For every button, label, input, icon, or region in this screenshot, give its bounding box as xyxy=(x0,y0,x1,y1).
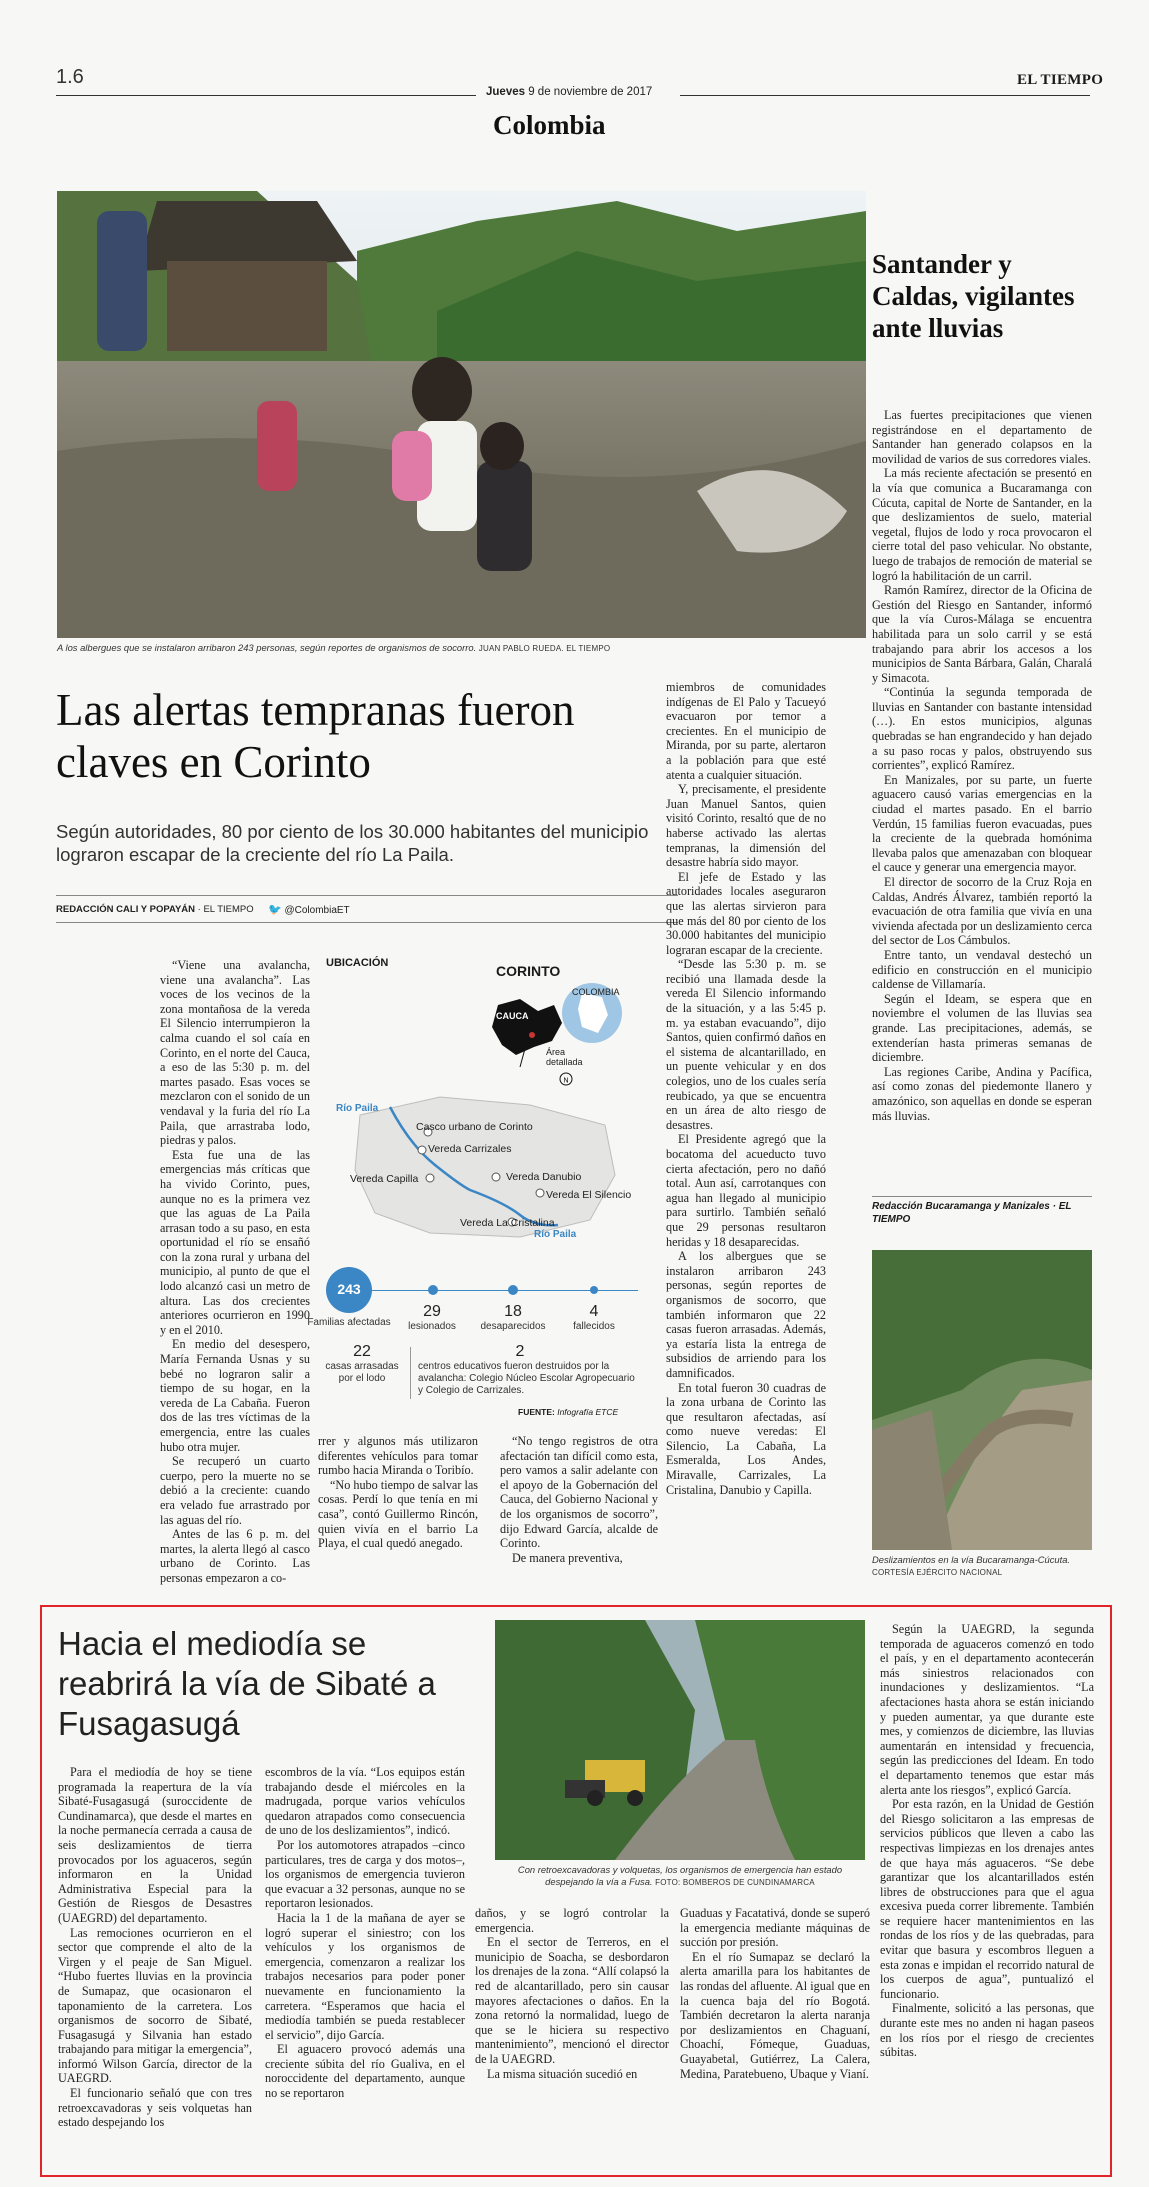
paragraph: El aguacero provocó además una creciente súbita del río Gualiva, en el noroccidente del departamento, aunque no se reportaron xyxy=(265,2042,465,2101)
twitter-text: @ColombiaET xyxy=(284,905,350,916)
label-river-2: Río Paila xyxy=(534,1229,577,1240)
byline-paper: · EL TIEMPO xyxy=(197,904,254,915)
bottom-photo-credit: FOTO: BOMBEROS DE CUNDINAMARCA xyxy=(655,1878,815,1887)
bottom-photo xyxy=(495,1620,865,1860)
paragraph: El Presidente agregó que la bocatoma del acueducto tuvo cierta afectación, pero no dañó total. Aun así, carrotanques con agua han llegado al municipio para surtirlo. También señaló que 29 personas resultaron heridas y 18 desaparecidas. xyxy=(666,1132,826,1249)
source-label: FUENTE: xyxy=(518,1407,555,1417)
stats-divider xyxy=(410,1347,411,1399)
header-rule-right xyxy=(680,95,1090,96)
main-col-2 xyxy=(318,1434,478,1551)
side-photo-credit: CORTESÍA EJÉRCITO NACIONAL xyxy=(872,1568,1003,1577)
paragraph: En total fueron 30 cuadras de la zona urbana de Corinto las que resultaron afectadas, así como nueve veredas: El Silencio, La Cabaña, La Esmeralda, Los Andes, Miravalle, Carrizales, La Cristalina, Danubio y Capilla. xyxy=(666,1380,826,1497)
paragraph: De manera preventiva, xyxy=(512,1550,623,1565)
main-byline xyxy=(56,904,254,915)
side-photo-caption xyxy=(872,1554,1092,1579)
houses-value: 22 xyxy=(353,1343,371,1360)
svg-text:N: N xyxy=(563,1077,569,1085)
infographic-town: CORINTO xyxy=(496,963,561,979)
paragraph: El jefe de Estado y las autoridades locales aseguraron que las alertas sirvieron para que más del 80 por ciento de los 30.000 habitantes del municipio lograran escapar de la creciente. xyxy=(666,869,826,957)
label-place: Vereda Carrizales xyxy=(428,1143,512,1155)
paragraph: Para el mediodía de hoy se tiene programada la reapertura de la vía Sibaté-Fusagasugá (suroccidente de Cundinamarca), que desde el martes en la noche permanecía cerrada a causa de seis deslizamientos de tierra provocados por los aguaceros, según informaron en la Unidad Administrativa Especial para la Gestión de Riesgos de Desastres (UAEGRD) del departamento. xyxy=(58,1765,252,1925)
label-river-1: Río Paila xyxy=(336,1103,379,1114)
stat-dot xyxy=(508,1285,518,1295)
paragraph: Por los automotores atrapados –cinco particulares, tres de carga y dos motos–, los organismos de emergencia tuvieron que evacuar a 32 personas, aunque no se reportaron lesionados. xyxy=(265,1837,465,1911)
main-col-1 xyxy=(160,958,310,1586)
side-photo xyxy=(872,1250,1092,1550)
bottom-photo-image xyxy=(495,1620,865,1860)
place-dot xyxy=(536,1189,544,1197)
paragraph: Guaduas y Facatativá, donde se superó la emergencia mediante máquinas de succión por presión. xyxy=(680,1906,870,1950)
label-place: Vereda Danubio xyxy=(506,1171,582,1183)
paragraph: “Continúa la segunda temporada de lluvias en Santander con bastante intensidad (…). En estos municipios, algunas quebradas se han engrandecido y han dejado a su paso rocas y palos, obstruyendo sus corrientes”, explicó Ramírez. xyxy=(872,685,1092,773)
side-col xyxy=(872,408,1092,1123)
source-text: Infografía ETCE xyxy=(557,1407,619,1417)
paragraph: Según el Ideam, se espera que en noviembre el volumen de las lluvias sea grande. Las precipitaciones, además, se extenderían hasta primeras semanas de diciembre. xyxy=(872,991,1092,1065)
schools-value: 2 xyxy=(515,1343,525,1360)
infographic-title: UBICACIÓN xyxy=(326,957,389,969)
paragraph: escombros de la vía. “Los equipos están trabajando desde el miércoles en la madrugada, porque varios vehículos quedaron atrapados como consecuencia de uno de los deslizamientos”, indicó. xyxy=(265,1765,465,1838)
paragraph: En el sector de Terreros, en el municipio de Soacha, se desbordaron los drenajes de la zona. “Allí colapsó la red de alcantarillado, pero sin causar mayores afectaciones o daños. En la zona retornó la normalidad, luego de que se le hiciera su respectivo mantenimiento”, mencionó el director de la UAEGRD. xyxy=(475,1935,669,2066)
stat-value: 243 xyxy=(337,1281,361,1297)
label-cauca: CAUCA xyxy=(496,1011,529,1021)
paragraph: Las fuertes precipitaciones que vienen registrándose en el departamento de Santander han generado colapsos en la movilidad de varios de sus corredores viales. xyxy=(872,408,1092,466)
paragraph: El director de socorro de la Cruz Roja en Caldas, Andrés Álvarez, también reportó la evacuación de otra familia que vivía en una vivienda afectada por un deslizamiento cerca del sector de Los Cámbulos. xyxy=(872,875,1092,948)
place-dot xyxy=(492,1173,500,1181)
bottom-headline: Hacia el mediodía se reabrirá la vía de Sibaté a Fusagasugá xyxy=(58,1625,436,1742)
bottom-photo-caption-text: Con retroexcavadoras y volquetas, los organismos de emergencia han estado despejando la vía a Fusa. xyxy=(517,1864,843,1887)
label-place: Vereda El Silencio xyxy=(546,1189,632,1201)
bottom-col-5 xyxy=(880,1622,1094,2060)
section-title: Colombia xyxy=(493,110,606,140)
bottom-col-2 xyxy=(265,1765,465,2101)
date-day: Jueves xyxy=(486,86,526,98)
stat-label: Familias afectadas xyxy=(307,1317,391,1328)
paragraph: A los albergues que se instalaron arribaron 243 personas, según reportes de organismos de socorro, que también informaron que 22 casas fueron arrasadas. Además, ya estaría lista la entrega de subsidios de arriendo para los damnificados. xyxy=(666,1249,826,1380)
bottom-col-1 xyxy=(58,1765,252,2130)
paragraph: Esta fue una de las emergencias más críticas que ha vivido Corinto, pues, aunque no es la primera vez que las aguas de La Paila arrasan todo a su paso, en esta oportunidad el río se ensañó con la zona rural y urbana del municipio, al punto de que el lodo alcanzó casi un metro de altura. Las dos crecientes anteriores ocurrieron en 1990 y en el 2010. xyxy=(160,1147,310,1337)
side-photo-image xyxy=(872,1250,1092,1550)
paragraph: “No tengo registros de otra afectación tan difícil como esta, pero vamos a salir adelante con el apoyo de la Gobernación del Cauca, del Gobierno Nacional y de los organismos de socorro”, dijo Edward García, alcalde de Corinto. xyxy=(500,1434,658,1551)
bottom-col-4 xyxy=(680,1906,870,2081)
place-dot xyxy=(418,1146,426,1154)
stat-label: lesionados xyxy=(408,1321,456,1332)
masthead: EL TIEMPO xyxy=(1017,72,1104,88)
label-place: Vereda Capilla xyxy=(350,1173,419,1185)
stat-dot xyxy=(428,1285,438,1295)
byline-rule-bottom xyxy=(56,922,678,923)
paragraph: “Desde las 5:30 p. m. se recibió una llamada desde la vereda El Silencio informando de la situación, y a las 5:45 p. m. ya estaban evacuando”, dijo Santos, quien confirmó daños en el sistema de alcantarillado, en un puente vehicular y en dos colegios, uno de los cuales sería reubicado, ya que se encuentra en un área de alto riesgo de desastres. xyxy=(666,957,826,1132)
infographic xyxy=(307,955,655,1420)
paragraph: El funcionario señaló que con tres retroexcavadoras y seis volquetas han estado despejando los xyxy=(58,2086,252,2130)
label-place: Vereda La Cristalina xyxy=(460,1217,555,1229)
bottom-photo-caption xyxy=(495,1864,865,1889)
paragraph: Ramón Ramírez, director de la Oficina de Gestión del Riesgo en Santander, informó que la vía Curos-Málaga se encuentra habilitada para un solo carril y se está trabajando para abrir los accesos a los municipios de Santa Bárbara, Galán, Charalá y Simacota. xyxy=(872,583,1092,685)
place-dot xyxy=(426,1174,434,1182)
paragraph: “Viene una avalancha, viene una avalancha”. Las voces de los vecinos de la zona montañosa de la vereda El Silencio interrumpieron la calma cuando el sol caía en Corinto, en el norte del Cauca, a eso de las 5:30 p. m. del martes pasado. Esas voces se mezclaron con el sonido de un vendaval y la furia del río La Paila, que arrastraba lodo, piedras y palos. xyxy=(160,958,310,1148)
paragraph: Las regiones Caribe, Andina y Pacífica, así como zonas del piedemonte llanero y amazónico, son aquellas en donde se esperan más lluvias. xyxy=(872,1064,1092,1123)
main-photo-image xyxy=(57,191,866,638)
paragraph: daños, y se logró controlar la emergencia. xyxy=(475,1906,669,1935)
date-rest: 9 de noviembre de 2017 xyxy=(528,86,653,98)
twitter-handle xyxy=(268,903,350,916)
paragraph: Por esta razón, en la Unidad de Gestión del Riesgo solicitaron a las empresas de servicios públicos que lleven a cabo las respectivas limpiezas en los drenajes antes de que haya más aguaceros. “Se debe garantizar que los alcantarillados estén libres de obstrucciones para que el agua excesiva pueda correr libremente. También se requiere hacer mantenimientos en las rondas de los ríos y de las quebradas, para evitar que basura y escombros lleguen a esta zonas e impidan el recorrido natural de los cuerpos de agua”, puntualizó el funcionario. xyxy=(880,1797,1094,2001)
twitter-icon: 🐦 xyxy=(268,904,282,916)
paragraph: Entre tanto, un vendaval destechó un edificio en construcción en el municipio caldense de Villamaría. xyxy=(872,947,1092,992)
main-col-3 xyxy=(500,1434,658,1565)
page-date xyxy=(486,86,652,98)
label-place: Casco urbano de Corinto xyxy=(416,1121,533,1133)
paragraph: “No hubo tiempo de salvar las cosas. Perdí lo que tenía en mi casa”, contó Guillermo Rincón, quien vivía en el barrio La Playa, el cual quedó anegado. xyxy=(318,1477,478,1551)
main-photo-credit: JUAN PABLO RUEDA. EL TIEMPO xyxy=(478,644,611,653)
paragraph: En medio del desespero, María Fernanda Usnas y su bebé no lograron salir a tiempo de su hogar, en la vereda de La Cabaña. Fueron dos de las tres víctimas de la emergencia, entre las cuales hubo otra mujer. xyxy=(160,1337,310,1454)
main-col-4 xyxy=(666,680,826,1497)
paragraph: En el río Sumapaz se declaró la alerta amarilla para los habitantes de las rondas del afluente. Al igual que en la cuenca baja del río Bogotá. También decretaron la alerta naranja por deslizamientos en Chaguaní, Choachí, Fómeque, Guaduas, Guayabetal, Gutiérrez, La Calera, Medina, Paratebueno, Ubaque y Vianí. xyxy=(680,1949,870,2081)
stat-label: fallecidos xyxy=(573,1321,615,1332)
infographic-source xyxy=(518,1407,618,1417)
stat-value: 29 xyxy=(423,1303,441,1320)
main-photo-caption-text: A los albergues que se instalaron arribaron 243 personas, según reportes de organismos de socorro. xyxy=(57,642,477,653)
main-photo-caption xyxy=(57,642,867,655)
side-byline: Redacción Bucaramanga y Manizales · EL TIEMPO xyxy=(872,1201,1072,1225)
schools-label: centros educativos fueron destruidos por la avalancha: Colegio Núcleo Escolar Agropecuario y Colegio de Carrizales. xyxy=(418,1361,635,1396)
paragraph: rrer y algunos más utilizaron diferentes vehículos para tomar rumbo hacia Miranda o Toribío. xyxy=(318,1434,478,1478)
byline-rule-top xyxy=(56,895,678,896)
paragraph: Hacia la 1 de la mañana de ayer se logró superar el siniestro; con los vehículos y los organismos de emergencia, comenzaron a realizar los trabajos necesarios para poder poner nuevamente en funcionamiento la carretera. “Esperamos que hacia el mediodía también se pueda restablecer el servicio”, dijo García. xyxy=(265,1910,465,2042)
houses-label: casas arrasadas por el lodo xyxy=(325,1361,399,1384)
stat-dot xyxy=(590,1286,598,1294)
header-rule-left xyxy=(56,95,476,96)
paragraph: Finalmente, solicitó a las personas, que durante este mes no anden ni hagan paseos en los ríos por el riesgo de crecientes súbitas. xyxy=(880,2001,1094,2060)
page-number: 1.6 xyxy=(56,66,84,88)
paragraph: Se recuperó un cuarto cuerpo, pero la muerte no se debió a la creciente: cuando era velado fue arrastrado por las aguas del río. xyxy=(160,1454,310,1527)
paragraph: Según la UAEGRD, la segunda temporada de aguaceros comenzó en todo el país, y en el departamento acontecerán más siniestros relacionados con inundaciones y deslizamientos. “La afectaciones hasta ahora se están iniciando y pueden aumentar, ya que durante este mes, y comienzos de diciembre, las lluvias aumentarán en intensidad y frecuencia, según las predicciones del Ideam. En todo el departamento tenemos que estar más alerta ante los riesgos”, explicó García. xyxy=(880,1622,1094,1797)
location-dot xyxy=(529,1032,535,1038)
byline-name: REDACCIÓN CALI Y POPAYÁN xyxy=(56,904,196,915)
stat-label: desaparecidos xyxy=(480,1321,546,1332)
paragraph: La misma situación sucedió en xyxy=(487,2066,638,2081)
stat-value: 4 xyxy=(589,1303,599,1320)
paragraph: En Manizales, por su parte, un fuerte aguacero causó varias emergencias en la ciudad el martes pasado. En el barrio Verdún, 15 familias fueron evacuadas, pues la creciente de la quebrada homónima llevaba palos que amenazaban con bloquear el cauce y generar una emergencia mayor. xyxy=(872,772,1092,875)
side-photo-caption-text: Deslizamientos en la vía Bucaramanga-Cúcuta. xyxy=(872,1554,1071,1565)
label-colombia: COLOMBIA xyxy=(572,987,620,997)
label-detail-area: Área detallada xyxy=(546,1047,583,1067)
bottom-col-3 xyxy=(475,1906,669,2081)
paragraph: La más reciente afectación se presentó en la vía que comunica a Bucaramanga con Cúcuta, capital de Norte de Santander, en la que deslizamientos de suelo, material vegetal, flujos de lodo y roca provocaron el cierre total del paso vehicular. No obstante, luego de trabajos de remoción de material se logró la habilitación de un carril. xyxy=(872,466,1092,583)
paragraph: Y, precisamente, el presidente Juan Manuel Santos, quien visitó Corinto, resaltó que de no haberse activado las alertas tempranas, la dimensión del desastre habría sido mayor. xyxy=(666,782,826,870)
detail-area-shape xyxy=(355,1097,615,1237)
main-photo xyxy=(57,191,866,638)
paragraph: Las remociones ocurrieron en el sector que comprende el alto de la Virgen y el peaje de San Miguel. “Hubo fuertes lluvias en la provincia de Sumapaz, que ocasionaron el taponamiento de la carretera. Los organismos de socorro de Sibaté, Fusagasugá y Silvania han estado trabajando para mitigar la emergencia”, informó Wilson García, director de la UAEGRD. xyxy=(58,1925,252,2086)
stat-value: 18 xyxy=(504,1303,522,1320)
main-subhead: Según autoridades, 80 por ciento de los 30.000 habitantes del municipio lograron escapar de la creciente del río La Paila. xyxy=(56,821,649,865)
paragraph: Antes de las 6 p. m. del martes, la alerta llegó al casco urbano de Corinto. Las personas empezaron a co- xyxy=(160,1527,310,1585)
main-headline: Las alertas tempranas fueron claves en Corinto xyxy=(56,685,575,787)
paragraph: miembros de comunidades indígenas de El Palo y Tacueyó evacuaron por temor a crecientes. En el municipio de Miranda, por su parte, alertaron a la población para que esté atenta a cualquier situación. xyxy=(666,680,826,782)
side-byline-rule xyxy=(872,1196,1092,1197)
side-headline: Santander y Caldas, vigilantes ante lluvias xyxy=(872,249,1075,343)
